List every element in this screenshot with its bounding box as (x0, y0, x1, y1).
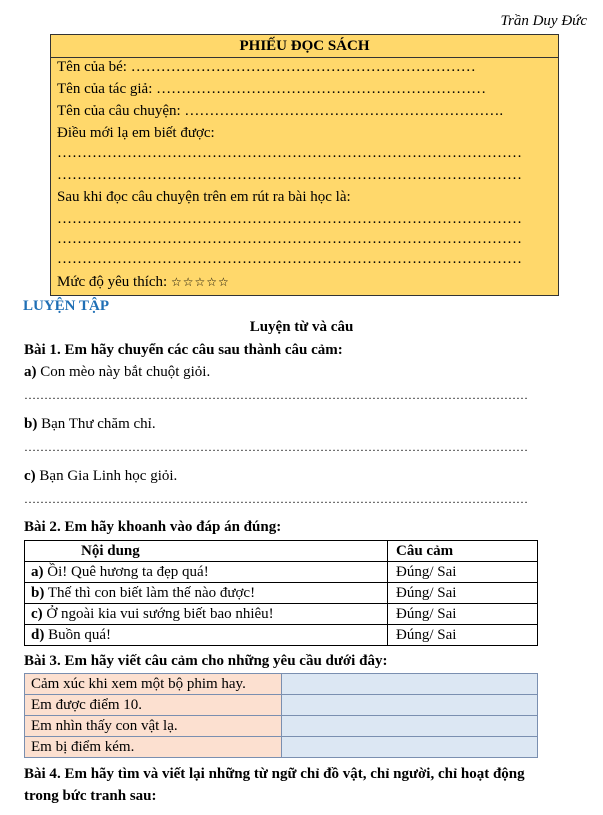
ex3-title: Bài 3. Em hãy viết câu cảm cho những yêu cầu dưới đây: (24, 653, 388, 669)
ex4-title: Bài 4. Em hãy tìm và viết lại những từ ngữ chỉ đồ vật, chỉ người, chỉ hoạt động (24, 766, 525, 782)
dotted-line: ………………………………………………………………………………… (57, 231, 522, 247)
author-name: Trần Duy Đức (500, 13, 587, 29)
answer-line: ……………………………………………………………………………………………………………… (24, 388, 528, 402)
dotted-line: ………………………………………………………………………………… (57, 211, 522, 227)
ex2-title: Bài 2. Em hãy khoanh vào đáp án đúng: (24, 519, 282, 535)
dotted-line: ………………………………………………………………………………… (57, 145, 522, 161)
rating-label: Mức độ yêu thích: (57, 274, 168, 290)
answer-cell[interactable] (282, 737, 538, 758)
rating-line (57, 274, 552, 291)
table-row (25, 604, 538, 625)
answer-cell[interactable] (282, 674, 538, 695)
answer-line: ……………………………………………………………………………………………………………… (24, 492, 528, 506)
star-rating-icon: ☆☆☆☆☆ (170, 275, 230, 289)
ex2-table (24, 540, 538, 646)
prompt-cell: Em nhìn thấy con vật lạ. (25, 716, 282, 737)
table-header-row (25, 541, 538, 562)
row-content: a) Ồi! Quê hương ta đẹp quá! (25, 562, 388, 583)
reading-card (50, 34, 559, 296)
ex1-item-b: b) Bạn Thư chăm chỉ. (24, 416, 156, 432)
lesson-label: Sau khi đọc câu chuyện trên em rút ra bài học là: (57, 189, 351, 205)
child-name-line: Tên của bé: …………………………………………………………… (57, 59, 476, 75)
table-row (25, 695, 538, 716)
ex1-item-a: a) Con mèo này bắt chuột giỏi. (24, 364, 211, 380)
ex1-title: Bài 1. Em hãy chuyển các câu sau thành câu cảm: (24, 342, 343, 358)
table-row (25, 674, 538, 695)
table-row (25, 716, 538, 737)
answer-line: ……………………………………………………………………………………………………………… (24, 440, 528, 454)
new-things-label: Điều mới lạ em biết được: (57, 125, 215, 141)
ex3-table (24, 673, 538, 758)
row-content: c) Ở ngoài kia vui sướng biết bao nhiêu! (25, 604, 388, 625)
story-name-line: Tên của câu chuyện: ………………………………………………………. (57, 103, 504, 119)
ex1-item-c: c) Bạn Gia Linh học giỏi. (24, 468, 178, 484)
dotted-line: ………………………………………………………………………………… (57, 167, 522, 183)
row-answer[interactable]: Đúng/ Sai (388, 562, 538, 583)
prompt-cell: Em được điểm 10. (25, 695, 282, 716)
section-subtitle: Luyện từ và câu (249, 319, 354, 335)
table-row (25, 737, 538, 758)
answer-cell[interactable] (282, 695, 538, 716)
row-answer[interactable]: Đúng/ Sai (388, 625, 538, 646)
table-row (25, 583, 538, 604)
answer-cell[interactable] (282, 716, 538, 737)
card-title: PHIẾU ĐỌC SÁCH (51, 35, 558, 58)
table-row (25, 625, 538, 646)
ex4-title-line2: trong bức tranh sau: (24, 788, 157, 804)
prompt-cell: Em bị điểm kém. (25, 737, 282, 758)
section-title: LUYỆN TẬP (23, 298, 109, 314)
header-content: Nội dung (25, 541, 388, 562)
row-content: d) Buồn quá! (25, 625, 388, 646)
prompt-cell: Cảm xúc khi xem một bộ phim hay. (25, 674, 282, 695)
table-row (25, 562, 538, 583)
header-answer: Câu cảm (388, 541, 538, 562)
row-answer[interactable]: Đúng/ Sai (388, 583, 538, 604)
row-answer[interactable]: Đúng/ Sai (388, 604, 538, 625)
author-name-line: Tên của tác giả: ………………………………………………………… (57, 81, 487, 97)
row-content: b) Thế thì con biết làm thế nào được! (25, 583, 388, 604)
dotted-line: ………………………………………………………………………………… (57, 251, 522, 267)
